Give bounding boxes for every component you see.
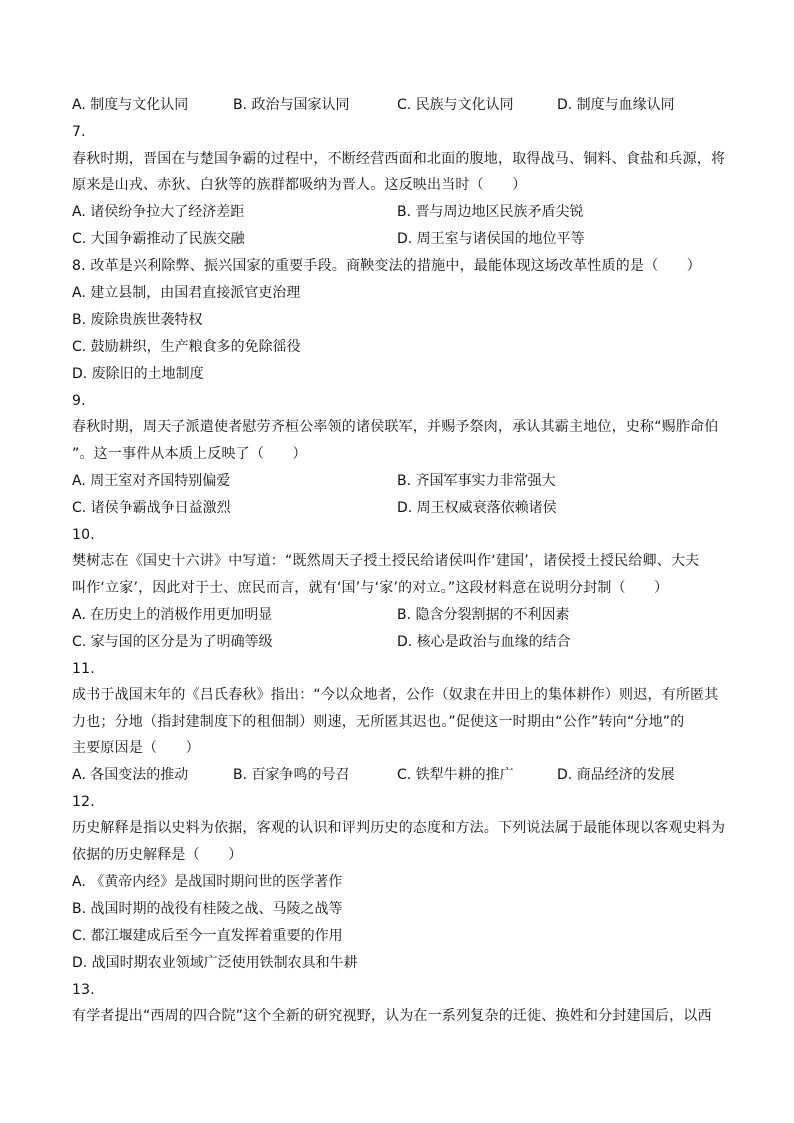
q9-option-c[interactable]: C. 诸侯争霸战争日益激烈 — [72, 500, 231, 516]
q9-stem-line-1: 春秋时期，周天子派遣使者慰劳齐桓公率领的诸侯联军，并赐予祭肉，承认其霸主地位，史称“赐胙命伯 — [72, 419, 719, 435]
q7-option-a[interactable]: A. 诸侯纷争拉大了经济差距 — [72, 204, 245, 220]
q11-option-d[interactable]: D. 商品经济的发展 — [557, 767, 675, 783]
q8-stem: 8. 改革是兴利除弊、振兴国家的重要手段。商鞅变法的措施中，最能体现这场改革性质的是（ ） — [72, 258, 702, 274]
q8-option-c[interactable]: C. 鼓励耕织，生产粮食多的免除徭役 — [72, 339, 301, 355]
q10-option-b[interactable]: B. 隐含分裂割据的不利因素 — [397, 607, 570, 623]
q9-number: 9. — [72, 393, 86, 409]
q12-stem-line-1: 历史解释是指以史料为依据，客观的认识和评判历史的态度和方法。下列说法属于最能体现以客观史料为 — [72, 820, 726, 836]
q8-option-d[interactable]: D. 废除旧的土地制度 — [72, 366, 204, 382]
q13-number: 13. — [72, 982, 95, 998]
q12-option-c[interactable]: C. 都江堰建成后至今一直发挥着重要的作用 — [72, 928, 343, 944]
q7-stem-line-2: 原来是山戎、赤狄、白狄等的族群都吸纳为晋人。这反映出当时（ ） — [72, 177, 527, 193]
q10-number: 10. — [72, 527, 95, 543]
q10-option-d[interactable]: D. 核心是政治与血缘的结合 — [397, 634, 571, 650]
q6-option-a[interactable]: A. 制度与文化认同 — [72, 97, 189, 113]
q9-option-a[interactable]: A. 周王室对齐国特别偏爱 — [72, 473, 231, 489]
q11-stem-line-1: 成书于战国末年的《吕氏春秋》指出：“今以众地者，公作（奴隶在井田上的集体耕作）则迟，有所匿其 — [72, 687, 719, 703]
q6-option-d[interactable]: D. 制度与血缘认同 — [557, 97, 675, 113]
q13-stem-line-1: 有学者提出“西周的四合院”这个全新的研究视野，认为在一系列复杂的迁徙、换姓和分封建国后，以西 — [72, 1008, 712, 1024]
q9-option-b[interactable]: B. 齐国军事实力非常强大 — [397, 473, 556, 489]
q12-option-a[interactable]: A. 《黄帝内经》是战国时期问世的医学著作 — [72, 874, 343, 890]
q11-stem-line-2: 力也；分地（指封建制度下的租佃制）则速，无所匿其迟也。”促使这一时期由“公作”转向“分地”的 — [72, 714, 685, 730]
q7-stem-line-1: 春秋时期，晋国在与楚国争霸的过程中，不断经营西面和北面的腹地，取得战马、铜料、食盐和兵源，将 — [72, 151, 726, 167]
q6-option-c[interactable]: C. 民族与文化认同 — [397, 97, 514, 113]
q9-stem-line-2: ”。这一事件从本质上反映了（ ） — [72, 446, 307, 462]
q10-stem-line-1: 樊树志在《国史十六讲》中写道：“既然周天子授土授民给诸侯叫作‘建国’，诸侯授土授民给卿、大夫 — [72, 553, 700, 569]
q10-stem-line-2: 叫作‘立家’，因此对于士、庶民而言，就有‘国’与‘家’的对立。”这段材料意在说明分封制（ ） — [72, 580, 669, 596]
q7-option-c[interactable]: C. 大国争霸推动了民族交融 — [72, 231, 245, 247]
q12-stem-line-2: 依据的历史解释是（ ） — [72, 847, 243, 863]
q11-option-c[interactable]: C. 铁犁牛耕的推广 — [397, 767, 514, 783]
q12-option-b[interactable]: B. 战国时期的战役有桂陵之战、马陵之战等 — [72, 901, 343, 917]
q8-option-a[interactable]: A. 建立县制，由国君直接派官吏治理 — [72, 285, 301, 301]
q11-stem-line-3: 主要原因是（ ） — [72, 740, 200, 756]
q12-number: 12. — [72, 794, 95, 810]
q12-option-d[interactable]: D. 战国时期农业领域广泛使用铁制农具和牛耕 — [72, 955, 358, 971]
q8-option-b[interactable]: B. 废除贵族世袭特权 — [72, 312, 203, 328]
q9-option-d[interactable]: D. 周王权威衰落依赖诸侯 — [397, 500, 557, 516]
q11-option-b[interactable]: B. 百家争鸣的号召 — [233, 767, 350, 783]
q6-option-b[interactable]: B. 政治与国家认同 — [233, 97, 350, 113]
q10-option-c[interactable]: C. 家与国的区分是为了明确等级 — [72, 634, 273, 650]
q7-number: 7. — [72, 124, 86, 140]
q11-number: 11. — [72, 661, 95, 677]
q7-option-d[interactable]: D. 周王室与诸侯国的地位平等 — [397, 231, 585, 247]
q7-option-b[interactable]: B. 晋与周边地区民族矛盾尖锐 — [397, 204, 584, 220]
q11-option-a[interactable]: A. 各国变法的推动 — [72, 767, 189, 783]
q10-option-a[interactable]: A. 在历史上的消极作用更加明显 — [72, 607, 273, 623]
